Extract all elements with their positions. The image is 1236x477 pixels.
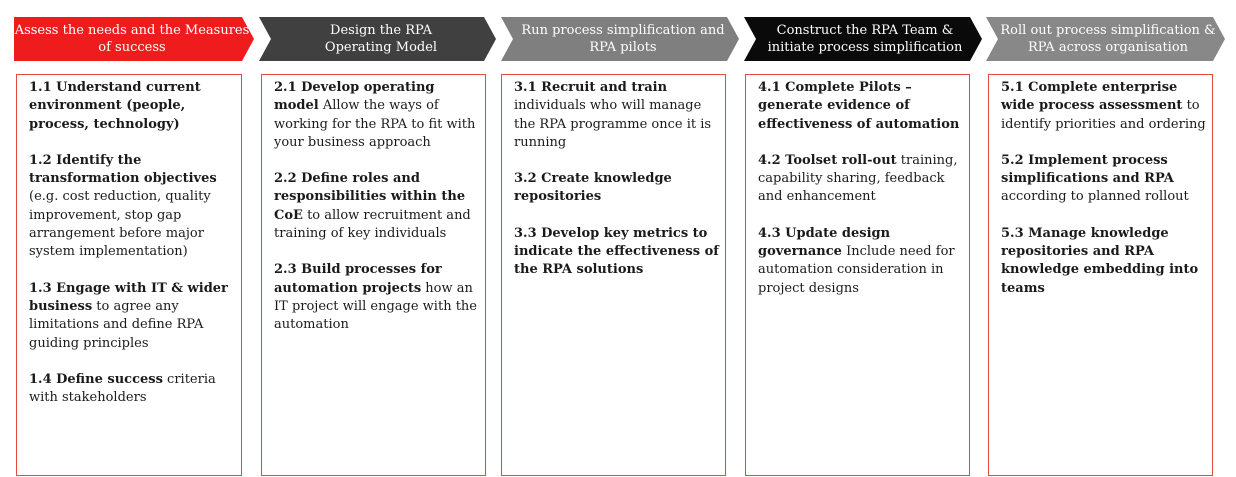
phase-5-title-line2: RPA across organisation — [1027, 40, 1189, 55]
phase-5-item — [1001, 152, 1208, 207]
phase-3-title — [510, 17, 736, 61]
phase-4-item — [758, 152, 965, 207]
phase-2-column — [261, 74, 486, 476]
phase-3-column — [501, 74, 726, 476]
item-text: how an IT project will engage with the automation — [274, 280, 477, 333]
phase-4-item — [758, 225, 965, 298]
item-heading: 5.2 Implement process simplifications and RPA — [1001, 152, 1174, 187]
phase-1-title-line2: of success — [98, 40, 166, 55]
item-heading: 1.2 Identify the transformation objectives — [29, 152, 217, 187]
phase-2-title — [270, 17, 492, 61]
phase-1-item — [29, 280, 237, 353]
item-text: to allow recruitment and training of key individuals — [274, 207, 471, 242]
item-text: to agree any limitations and define RPA guiding principles — [29, 298, 204, 351]
phase-1-item — [29, 152, 237, 262]
item-heading: 2.1 Develop operating model — [274, 80, 435, 114]
phase-4-title-line1: Construct the RPA Team & — [776, 23, 954, 38]
item-text: to identify priorities and ordering — [1001, 98, 1206, 132]
phase-1-title-line1: Assess the needs and the Measures — [14, 23, 250, 38]
item-heading: 1.1 Understand current environment (people, process, technology) — [29, 80, 201, 132]
item-heading: 4.2 Toolset roll-out — [758, 152, 897, 168]
item-text: Allow the ways of working for the RPA to fit with your business approach — [274, 98, 476, 150]
phase-1-column — [16, 74, 242, 476]
phase-5-title-line1: Roll out process simplification & — [1000, 23, 1216, 38]
item-heading: 5.1 Complete enterprise wide process assessment — [1001, 80, 1183, 114]
phase-1-item — [29, 371, 237, 408]
item-text: criteria with stakeholders — [29, 371, 216, 406]
phase-2-title-line2: Operating Model — [324, 40, 438, 55]
item-heading: 1.4 Define success — [29, 371, 163, 387]
phase-5-item — [1001, 79, 1208, 134]
item-text: Include need for automation consideration in project designs — [758, 244, 955, 296]
item-text: (e.g. cost reduction, quality improvement, stop gap arrangement before major system implementation) — [29, 189, 211, 260]
item-heading: 2.3 Build processes for automation projects — [274, 262, 442, 296]
phase-5-column — [988, 74, 1213, 476]
phase-2-item — [274, 79, 481, 152]
phase-2-item — [274, 261, 481, 334]
phase-4-title-line2: initiate process simplification — [767, 40, 963, 55]
item-heading: 4.3 Update design governance — [758, 225, 891, 260]
phase-5-title — [995, 17, 1221, 61]
phase-3-title-line1: Run process simplification and — [521, 23, 725, 38]
item-heading: 3.1 Recruit and train — [514, 80, 668, 95]
item-text: training, capability sharing, feedback and enhancement — [758, 152, 958, 205]
phase-1-title — [14, 17, 250, 61]
item-heading: 5.3 Manage knowledge repositories and RPA knowledge embedding into teams — [1001, 225, 1199, 296]
phase-4-title — [752, 17, 978, 61]
item-heading: 1.3 Engage with IT & wider business — [29, 280, 228, 314]
phase-3-item — [514, 225, 721, 280]
item-text: according to planned rollout — [1001, 189, 1189, 205]
phase-4-item — [758, 79, 965, 134]
phase-2-title-line1: Design the RPA — [330, 23, 432, 38]
phase-3-item — [514, 170, 721, 207]
item-heading: 2.2 Define roles and responsibilities within the CoE — [274, 171, 466, 223]
phase-5-item — [1001, 225, 1208, 298]
phase-4-column — [745, 74, 970, 476]
item-heading: 4.1 Complete Pilots – generate evidence of effectiveness of automation — [758, 80, 960, 132]
phase-2-item — [274, 170, 481, 243]
phase-3-item — [514, 79, 721, 152]
phase-1-item — [29, 79, 237, 134]
item-heading: 3.2 Create knowledge repositories — [514, 171, 672, 205]
phase-3-title-line2: RPA pilots — [589, 40, 657, 55]
item-text: individuals who will manage the RPA programme once it is running — [514, 98, 712, 150]
item-heading: 3.3 Develop key metrics to indicate the effectiveness of the RPA solutions — [514, 225, 719, 278]
